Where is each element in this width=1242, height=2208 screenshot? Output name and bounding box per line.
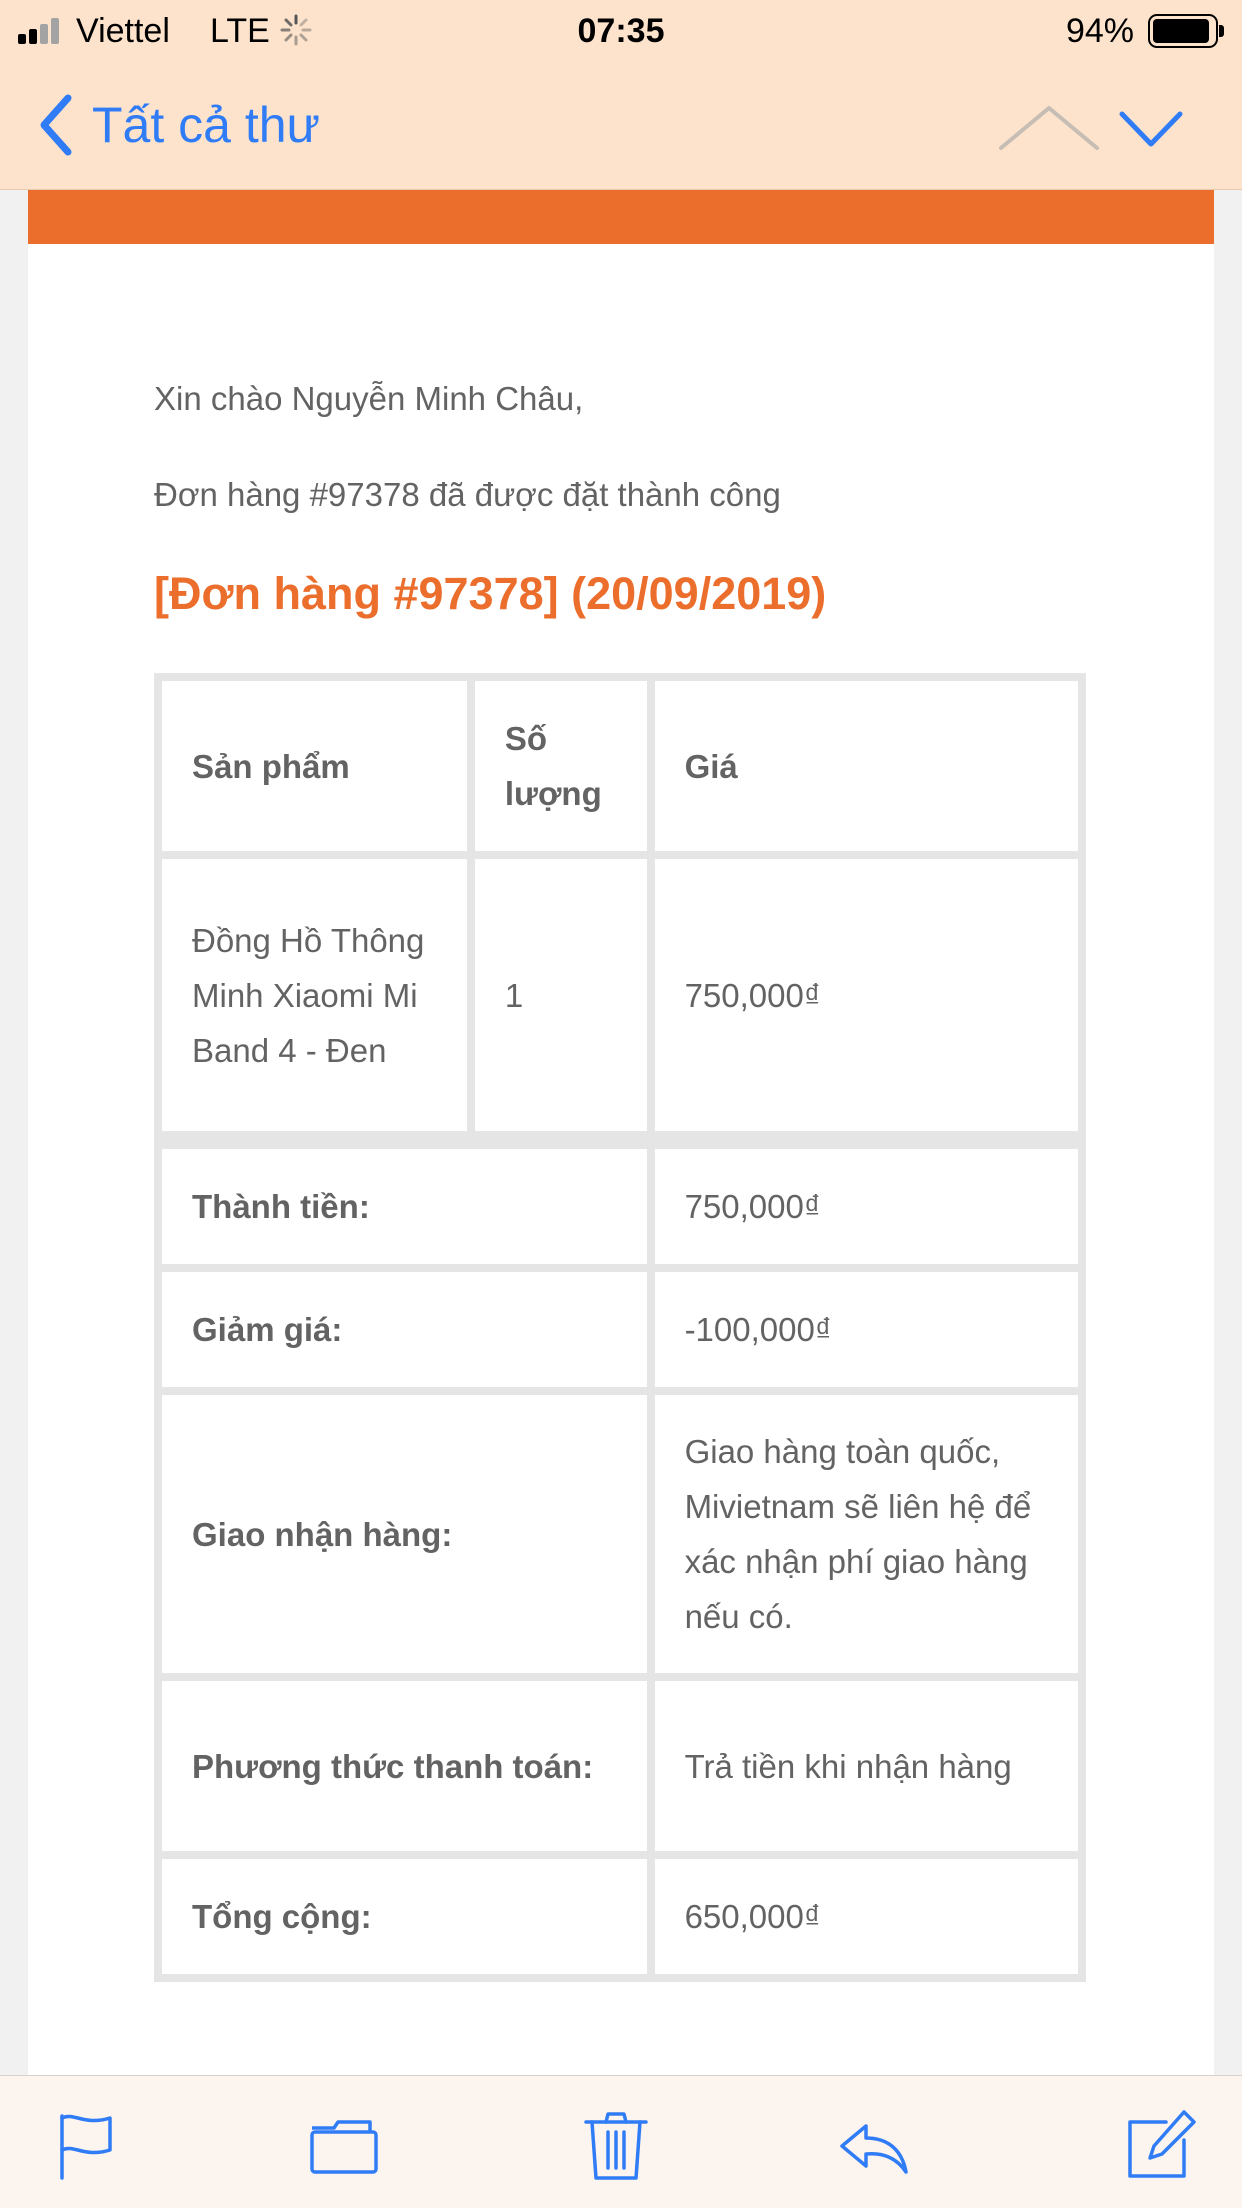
order-title[interactable]: [Đơn hàng #97378] (20/09/2019) xyxy=(154,568,827,619)
item-product-name: Đồng Hồ Thông Minh Xiaomi Mi Band 4 - Đen xyxy=(158,855,471,1145)
discount-label: Giảm giá: xyxy=(158,1268,651,1391)
payment-method-value: Trả tiền khi nhận hàng xyxy=(651,1677,1082,1855)
carrier-name: Viettel xyxy=(76,12,170,50)
back-to-all-mail-button[interactable] xyxy=(36,92,320,158)
order-details-table xyxy=(154,673,1086,1982)
top-bar xyxy=(0,0,1242,190)
total-row-grand-total xyxy=(158,1855,1082,1978)
shipping-label: Giao nhận hàng: xyxy=(158,1391,651,1677)
folder-icon[interactable] xyxy=(306,2108,382,2184)
battery-percentage: 94% xyxy=(1065,12,1134,50)
flag-icon[interactable] xyxy=(48,2108,124,2184)
subtotal-label: Thành tiền: xyxy=(158,1145,651,1268)
total-row-discount xyxy=(158,1268,1082,1391)
email-header-band xyxy=(28,190,1214,244)
header-quantity: Số lượng xyxy=(471,677,651,855)
table-row xyxy=(158,855,1082,1145)
item-quantity: 1 xyxy=(471,855,651,1145)
back-label: Tất cả thư xyxy=(92,97,321,153)
grand-total-label: Tổng cộng: xyxy=(158,1855,651,1978)
mail-toolbar xyxy=(0,2075,1242,2208)
payment-method-label: Phương thức thanh toán: xyxy=(158,1677,651,1855)
total-row-shipping xyxy=(158,1391,1082,1677)
discount-value: -100,000₫ xyxy=(651,1268,1082,1391)
compose-icon[interactable] xyxy=(1122,2108,1198,2184)
trash-icon[interactable] xyxy=(578,2108,654,2184)
total-row-payment-method xyxy=(158,1677,1082,1855)
mail-navigation-bar xyxy=(0,62,1242,190)
battery-icon xyxy=(1148,14,1224,48)
table-header-row xyxy=(158,677,1082,855)
order-confirmation-text: Đơn hàng #97378 đã được đặt thành công xyxy=(154,476,781,513)
status-bar xyxy=(0,0,1242,62)
total-row-subtotal xyxy=(158,1145,1082,1268)
greeting-text: Xin chào Nguyễn Minh Châu, xyxy=(154,380,584,417)
email-body xyxy=(28,190,1214,2075)
reply-icon[interactable] xyxy=(836,2108,912,2184)
network-type: LTE xyxy=(210,12,270,50)
chevron-left-icon xyxy=(36,92,76,158)
previous-message-chevron-up-icon[interactable] xyxy=(995,100,1103,160)
subtotal-value: 750,000₫ xyxy=(651,1145,1082,1268)
header-product: Sản phẩm xyxy=(158,677,471,855)
next-message-chevron-down-icon[interactable] xyxy=(1118,100,1184,160)
item-price: 750,000₫ xyxy=(651,855,1082,1145)
clock: 07:35 xyxy=(577,12,665,50)
grand-total-value: 650,000₫ xyxy=(651,1855,1082,1978)
shipping-value: Giao hàng toàn quốc, Mivietnam sẽ liên hệ để xác nhận phí giao hàng nếu có. xyxy=(651,1391,1082,1677)
header-price: Giá xyxy=(651,677,1082,855)
